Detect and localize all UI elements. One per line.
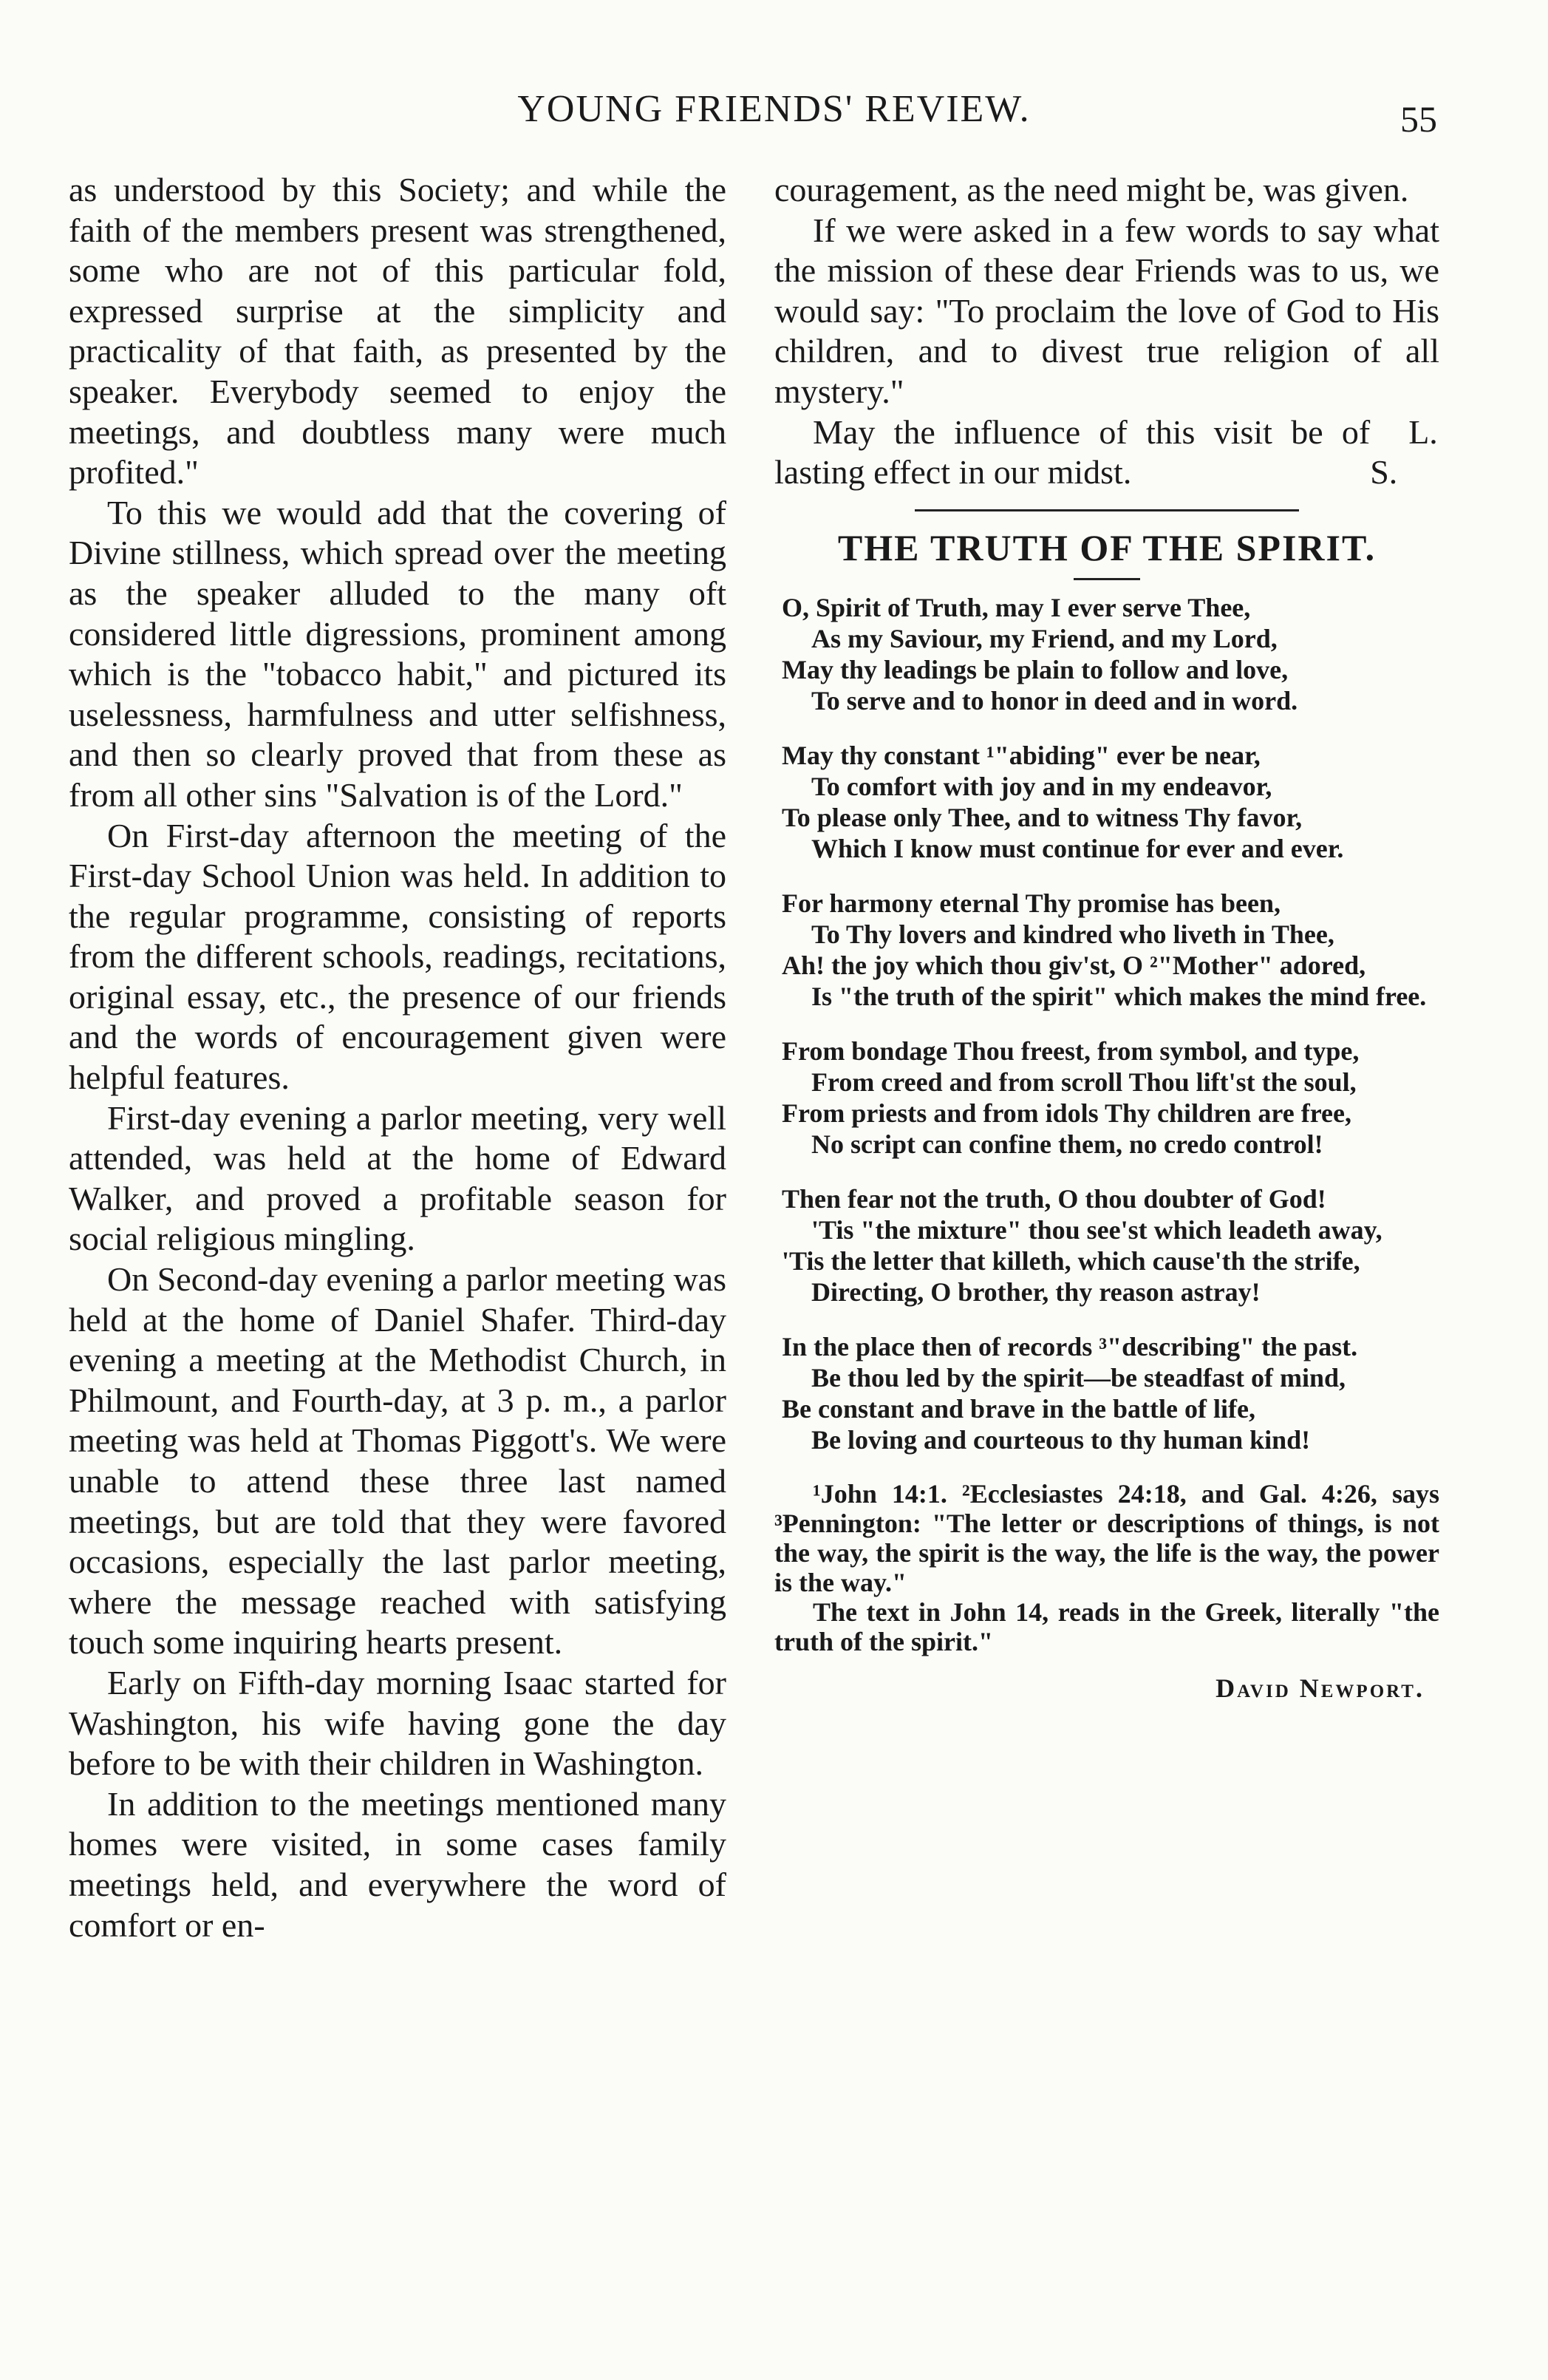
poem-line: Is "the truth of the spirit" which makes the mind free.	[811, 981, 1427, 1011]
footnote: The text in John 14, reads in the Greek, literally "the truth of the spirit."	[774, 1597, 1439, 1656]
poem-stanza	[774, 888, 1439, 1012]
page-number: 55	[1400, 98, 1437, 140]
poem-stanza	[774, 740, 1439, 864]
poem-line: To please only Thee, and to witness Thy favor,	[782, 802, 1303, 832]
poem	[774, 592, 1439, 1455]
section-divider	[915, 509, 1299, 511]
poem-line: May thy leadings be plain to follow and love,	[782, 654, 1289, 684]
paragraph: First-day evening a parlor meeting, very well attended, was held at the home of Edward Walker, and proved a profitable season for social religious mingling.	[69, 1098, 726, 1258]
paragraph: To this we would add that the covering of Divine stillness, which spread over the meeting as the speaker alluded to the many oft considered little digressions, prominent among which is the "tobacco habit," and pictured its uselessness, harmfulness and utter selfishness, and then so clearly proved that from these as from all other sins "Salvation is of the Lord."	[69, 493, 726, 814]
poem-line: 'Tis "the mixture" thou see'st which leadeth away,	[811, 1214, 1382, 1245]
poem-line: As my Saviour, my Friend, and my Lord,	[811, 623, 1278, 653]
poem-line: O, Spirit of Truth, may I ever serve Thee,	[782, 592, 1251, 622]
poem-line: Directing, O brother, thy reason astray!	[811, 1276, 1261, 1307]
poem-title: THE TRUTH OF THE SPIRIT.	[837, 526, 1377, 568]
left-column	[69, 170, 726, 1945]
poem-line: Be constant and brave in the battle of life,	[782, 1393, 1255, 1424]
journal-title: YOUNG FRIENDS' REVIEW.	[517, 88, 1031, 130]
paragraph: On First-day afternoon the meeting of the First-day School Union was held. In addition to the regular programme, consisting of reports from the different schools, readings, recitations, original essay, etc., the presence of our friends and the words of encouragement given were helpful features.	[69, 816, 726, 1097]
paragraph: If we were asked in a few words to say what the mission of these dear Friends was to us, we would say: "To proclaim the love of God to His children, and to divest true religion of all mystery."	[774, 211, 1439, 410]
poem-stanza	[774, 1183, 1439, 1308]
poem-line: From creed and from scroll Thou lift'st the soul,	[811, 1067, 1357, 1097]
poem-stanza	[774, 592, 1439, 716]
poem-line: To serve and to honor in deed and in word.	[811, 685, 1298, 715]
poem-line: May thy constant ¹"abiding" ever be near,	[782, 740, 1261, 770]
closing-text: May the influence of this visit be of lasting effect in our midst.	[774, 412, 1371, 492]
paragraph: On Second-day evening a parlor meeting was held at the home of Daniel Shafer. Third-day evening a meeting at the Methodist Church, in Philmount, and Fourth-day, at 3 p. m., a parlor meeting was held at Thomas Piggott's. We were unable to attend these three last named meetings, but are told that they were favored occasions, especially the last parlor meeting, where the message reached with satisfying touch some inquiring hearts present.	[69, 1260, 726, 1662]
poem-line: In the place then of records ³"describing" the past.	[782, 1331, 1358, 1361]
poem-line: No script can confine them, no credo control!	[811, 1129, 1323, 1159]
paragraph: Early on Fifth-day morning Isaac started for Washington, his wife having gone the day before to be with their children in Washington.	[69, 1663, 726, 1783]
paragraph: couragement, as the need might be, was given.	[774, 171, 1409, 208]
poem-line: To Thy lovers and kindred who liveth in Thee,	[811, 919, 1334, 949]
closing-paragraph	[774, 412, 1439, 493]
title-rule	[1074, 578, 1140, 580]
poem-line: Which I know must continue for ever and ever.	[811, 833, 1344, 863]
poem-stanza	[774, 1036, 1439, 1160]
poem-line: For harmony eternal Thy promise has been,	[782, 888, 1281, 918]
poem-line: 'Tis the letter that killeth, which cause'th the strife,	[782, 1245, 1360, 1276]
right-column	[774, 170, 1439, 1704]
poem-line: From bondage Thou freest, from symbol, and type,	[782, 1036, 1360, 1066]
footnote: ¹John 14:1. ²Ecclesiastes 24:18, and Gal. 4:26, says ³Pennington: "The letter or descriptions of things, is not the way, the spirit is the way, the life is the way, the power is the way."	[774, 1478, 1439, 1597]
paragraph: as understood by this Society; and while the faith of the members present was strengthened, some who are not of this particular fold, expressed surprise at the simplicity and practicality of that faith, as presented by the speaker. Everybody seemed to enjoy the meetings, and doubtless many were much profited."	[69, 171, 726, 492]
closing-initials: L. S.	[1370, 412, 1438, 492]
poem-line: To comfort with joy and in my endeavor,	[811, 771, 1272, 801]
poem-line: Be loving and courteous to thy human kind!	[811, 1424, 1311, 1455]
poem-line: Be thou led by the spirit—be steadfast of mind,	[811, 1362, 1346, 1393]
author-signature: David Newport.	[1215, 1673, 1425, 1703]
poem-stanza	[774, 1331, 1439, 1455]
poem-line: Ah! the joy which thou giv'st, O ²"Mother" adored,	[782, 950, 1366, 980]
poem-line: From priests and from idols Thy children are free,	[782, 1098, 1351, 1128]
poem-line: Then fear not the truth, O thou doubter of God!	[782, 1183, 1326, 1214]
paragraph: In addition to the meetings mentioned many homes were visited, in some cases family meetings held, and everywhere the word of comfort or en-	[69, 1784, 726, 1944]
